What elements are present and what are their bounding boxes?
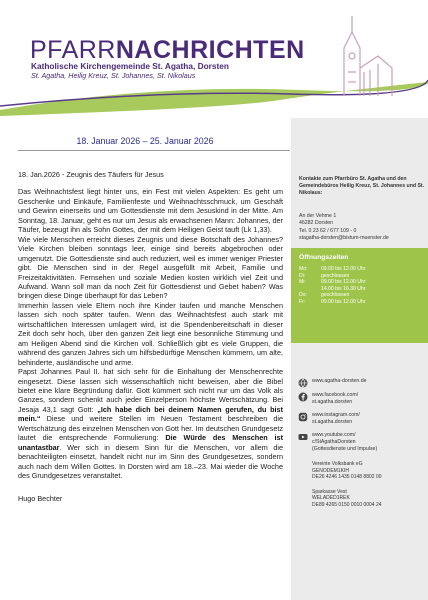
- article-paragraph-4: [18, 367, 283, 480]
- hours-row: [299, 292, 425, 299]
- bank-name: Vereinte Volksbank eG: [312, 461, 363, 467]
- hours-day: [299, 286, 321, 293]
- church-logo-icon: [334, 8, 396, 98]
- instagram-link[interactable]: [298, 412, 426, 426]
- hours-day: Mi:: [299, 279, 306, 286]
- social-links: [298, 378, 426, 509]
- opening-hours-table: [299, 266, 425, 306]
- bank-iban: DE89 4265 0150 0010 0004 24: [312, 501, 382, 508]
- divider: [18, 150, 290, 151]
- youtube-url-1: www.youtube.com/: [312, 432, 356, 438]
- p4-part-b: Diese und weitere Stellen im Neuen Testament beschreiben die Wertschätzung des einzelnen Menschen von Gott her. Im deutschen Grundgesetz lautet die entsprechende Formulierung:: [18, 414, 283, 443]
- bank-name: Sparkasse Vest: [312, 488, 347, 495]
- hours-day: Di:: [299, 272, 306, 279]
- email-link[interactable]: stagatha-dorsten@bistum-muenster.de: [299, 235, 389, 242]
- date-range: 18. Januar 2026 – 25. Januar 2026: [76, 136, 214, 146]
- facebook-url-2: st.agatha.dorsten: [312, 399, 353, 405]
- bank-bic: WELADED1REK: [312, 495, 350, 502]
- facebook-url-1: www.facebook.com/: [312, 392, 359, 398]
- hours-row: [299, 273, 425, 280]
- opening-hours-box: [291, 248, 428, 343]
- title-part2: NACHRICHTEN: [115, 36, 305, 64]
- youtube-icon: [298, 432, 308, 442]
- hours-row: [299, 266, 425, 273]
- globe-icon: [298, 378, 308, 388]
- hours-row: [299, 299, 425, 306]
- hours-day: Mo:: [299, 266, 308, 272]
- bank-account-2: [298, 489, 426, 509]
- hours-time: 09.00 bis 12.00 Uhr: [321, 298, 366, 305]
- hours-row: [299, 279, 425, 286]
- contact-address: [299, 213, 427, 243]
- instagram-url-1: www.instagram.com/: [312, 412, 360, 418]
- sidebar: [291, 118, 428, 600]
- article-paragraph-2: Wie viele Menschen erreicht dieses Zeugnis und diese Botschaft des Johannes? Viele Kirchen bleiben sonntags leer, einige sind bereits abgebrochen oder umgenutzt. Die Gottesdienste sind auch reduziert, weil es immer weniger Priester gibt. Die Menschen sind in der Regel ausgefüllt mit Arbeit, Familie und Freizeitaktivitäten. Fernsehen und soziale Medien kosten wirklich viel Zeit und Aufwand. Wann soll man da noch Zeit für Gottesdienst und Gebet haben? Was bringen diese Dinge überhaupt für das Leben?: [18, 234, 283, 301]
- website-link[interactable]: [298, 378, 426, 385]
- address-street: An der Vehme 1: [299, 213, 337, 219]
- article-paragraph-1: Das Weihnachtsfest liegt hinter uns, ein Fest mit vielen Aspekten: Es geht um Geschenke und Einkäufe, Familienfeste und Weihnachtsschmuck, um Geschäft und Gewinn einerseits und um Gottesdienste mit dem Jesuskind in der Mitte. Am Sonntag, 18. Januar, geht es nur um Jesus als erwachsenen Mann: Johannes, der Täufer, bezeugt ihn als Sohn Gottes, der mit dem Heiligen Geist tauft (Lk 1,33).: [18, 187, 283, 235]
- youtube-description: (Gottesdienste und Impulse): [312, 446, 378, 452]
- hours-row: [299, 286, 425, 293]
- bank-bic: GENODEM1KIH: [312, 467, 349, 474]
- facebook-link[interactable]: [298, 392, 426, 406]
- instagram-icon: [298, 412, 308, 422]
- article: [18, 170, 283, 503]
- hours-day: Fr:: [299, 298, 306, 305]
- bank-account-1: [298, 461, 426, 481]
- facebook-icon: [298, 392, 308, 402]
- p4-part-a: Papst Johannes Paul II. hat sich sehr für die Einhaltung der Menschenrechte eingesetzt. Diese lassen sich wissenschaftlich nicht beweisen, aber die Bibel bietet eine klare Begründung dafür. Gott kümmert sich nicht nur um das Volk als Ganzes, sondern schenkt auch jeder Einzelperson höchste Wertschätzung. Bei Jesaja 43,1 sagt Gott:: [18, 367, 283, 414]
- article-heading: 18. Jan.2026 - Zeugnis des Täufers für Jesus: [18, 170, 164, 179]
- author-signature: Hugo Bechter: [18, 493, 63, 503]
- instagram-url-2: st.agatha.dorsten: [312, 419, 353, 425]
- address-city: 46282 Dorsten: [299, 220, 334, 227]
- opening-hours-title: Öffnungszeiten: [299, 254, 349, 261]
- grundgesetz-quote: Die Würde des Menschen ist unantastbar: [18, 433, 283, 452]
- article-paragraph-3: Immerhin lassen viele Eltern noch ihre Kinder taufen und manche Menschen lassen sich noch später taufen. Wenn das Weihnachtsfest auch stark mit wirtschaftlichen Interessen umlagert wird, ist die Spendenbereitschaft in dieser Zeit doch sehr hoch, über den ganzen Zeit liegt eine besonnliche Stimmung und am Heiligen Abend sind die Kirchen voll. Schließlich gibt es viele Gruppen, die während des ganzen Jahres sich um hilfsbedürftige Menschen kümmern, um alte, behinderte, ausländische und arme.: [18, 300, 283, 367]
- parish-subtitle: Katholische Kirchengemeinde St. Agatha, Dorsten: [31, 61, 229, 71]
- hours-day: Do:: [299, 292, 307, 299]
- website-url: www.agatha-dorsten.de: [312, 378, 367, 384]
- contact-title: Kontakte zum Pfarrbüro St. Agatha und den Gemeindebüros Heilig Kreuz, St. Johannes und St. Nikolaus:: [299, 176, 425, 196]
- p4-part-c: . Wer sich in diesem Sinn für die Menschen, vor allem die benachteiligten einsetzt, handelt nicht nur im Sinn des Grundgesetzes, sondern auch nach dem Willen Gottes. In Dorsten wird am 18.–23. Mai wieder die Woche des Grundgesetzes veranstaltet.: [18, 442, 283, 481]
- newsletter-header: [0, 0, 428, 118]
- hours-time: 14.00 bis 16.30 Uhr: [321, 285, 366, 292]
- phone-number: Tel. 0 23 62 / 677 109 - 0: [299, 227, 357, 234]
- bible-quote: „Ich habe dich bei deinem Namen gerufen, du bist mein.“: [18, 404, 284, 424]
- hours-time: 09.00 bis 12.00 Uhr: [321, 279, 366, 286]
- hours-time: geschlossen: [321, 272, 350, 279]
- parish-list: St. Agatha, Heilig Kreuz, St. Johannes, St. Nikolaus: [31, 71, 196, 80]
- hours-time: 09.00 bis 12.00 Uhr: [321, 266, 366, 272]
- youtube-link[interactable]: [298, 432, 426, 453]
- bank-iban: DE26 4246 1435 0148 8802 00: [312, 474, 382, 481]
- title-part1: PFARR: [30, 36, 116, 64]
- hours-time: geschlossen: [321, 292, 350, 299]
- youtube-url-2: c/StAgathaDorsten: [312, 439, 356, 445]
